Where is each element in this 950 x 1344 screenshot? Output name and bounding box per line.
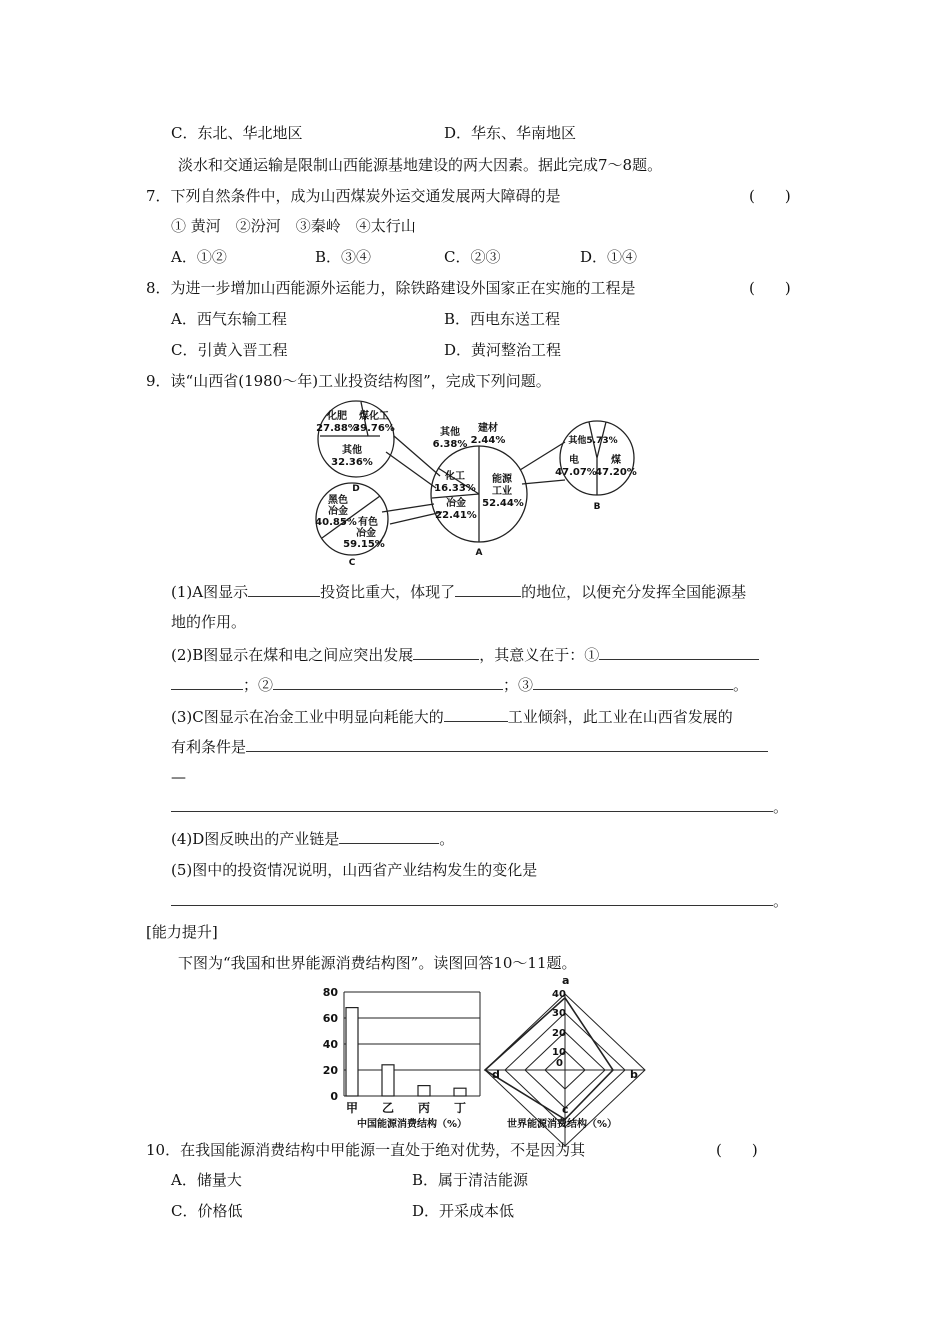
pie-b-label-other: 其他5.73% <box>568 436 618 446</box>
radar-ring-label-10: 10 <box>552 1047 566 1058</box>
option-7d: D．①④ <box>580 248 638 266</box>
pie-c-label-black2: 冶金 <box>328 506 348 517</box>
pie-a-divider <box>432 446 479 542</box>
answer-blank-9-2b[interactable] <box>599 645 759 660</box>
option-8b: B．西电东送工程 <box>444 310 561 328</box>
answer-blank-9-3a[interactable] <box>444 707 508 722</box>
pie-a-label-build1: 建材 <box>478 423 498 434</box>
intro-7-8: 淡水和交通运输是限制山西能源基地建设的两大因素。据此完成7～8题。 <box>178 156 663 174</box>
pie-d-label-coalchem1: 煤化工 <box>359 411 389 422</box>
q9-2-text-c: ；② <box>243 676 274 694</box>
pie-b-label-elec1: 电 <box>569 455 579 466</box>
connector-a-b <box>520 442 565 470</box>
connector-a-d <box>386 452 436 488</box>
answer-blank-9-1b[interactable] <box>455 582 521 597</box>
bar-ytick-20: 20 <box>322 1064 338 1077</box>
bar-ytick-40: 40 <box>322 1038 338 1051</box>
radar-axis-a: a <box>562 974 570 987</box>
q9-1-text-a: (1)A图显示 <box>171 583 249 601</box>
radar-ring-label-30: 30 <box>552 1008 566 1019</box>
pie-c-label-black1: 黑色 <box>328 495 348 506</box>
investment-structure-chart <box>310 400 650 568</box>
bar-1 <box>382 1065 394 1096</box>
radar-ring-label-20: 20 <box>552 1028 566 1039</box>
pie-a-label-chem2: 16.33% <box>434 483 476 494</box>
radar-ring-label-0: 0 <box>556 1058 563 1069</box>
pie-b-label-coal1: 煤 <box>611 455 621 466</box>
pie-a-label-energy2: 工业 <box>492 486 512 497</box>
pie-a-label-met1: 冶金 <box>446 498 466 509</box>
pie-c-label-black3: 40.85% <box>315 517 357 528</box>
section-heading: [能力提升] <box>146 923 218 941</box>
pie-c-title: C <box>348 558 356 568</box>
option-6c: C．东北、华北地区 <box>171 124 303 142</box>
pie-b-divider <box>589 422 606 495</box>
pie-b-title: B <box>593 502 601 512</box>
bar-ytick-60: 60 <box>322 1012 338 1025</box>
option-8c: C．引黄入晋工程 <box>171 341 288 359</box>
radar-axis-c: c <box>562 1103 569 1116</box>
pie-d-label-other2: 32.36% <box>331 457 373 468</box>
china-energy-bar-chart <box>310 970 500 1130</box>
q9-1-line1 <box>171 582 746 602</box>
connector-a-b2 <box>522 480 565 484</box>
pie-d-title: D <box>352 484 360 494</box>
radar-data-polygon <box>485 998 613 1120</box>
pie-d-label-other1: 其他 <box>342 445 362 456</box>
radar-chart-title: 世界能源消费结构（%） <box>506 1119 618 1130</box>
q9-2-text-b: ，其意义在于：① <box>479 646 600 664</box>
bar-chart-grid <box>344 992 480 1096</box>
pie-c-label-color2: 冶金 <box>356 528 376 539</box>
radar-axis-d: d <box>492 1068 500 1081</box>
pie-d-label-fert1: 化肥 <box>327 411 347 422</box>
bar-3 <box>454 1088 466 1096</box>
answer-blank-9-2a[interactable] <box>413 645 479 660</box>
connector-a-c <box>382 504 434 512</box>
bar-2 <box>418 1086 430 1096</box>
q9-4-period: 。 <box>439 830 455 848</box>
bar-xtick-bing: 丙 <box>417 1101 431 1115</box>
option-10d: D．开采成本低 <box>412 1202 515 1220</box>
option-8a: A．西气东输工程 <box>171 310 287 328</box>
q9-3-text-c: 有利条件是 <box>171 738 247 756</box>
q9-1-text-c: 的地位，以便充分发挥全国能源基 <box>521 583 747 601</box>
option-10b: B．属于清洁能源 <box>412 1171 529 1189</box>
q9-3-text-b: 工业倾斜，此工业在山西省发展的 <box>507 708 733 726</box>
q9-5-line2 <box>171 891 788 911</box>
answer-blank-9-2e[interactable] <box>533 675 733 690</box>
pie-a-label-energy3: 52.44% <box>482 498 524 509</box>
radar-axis-b: b <box>630 1068 638 1081</box>
pie-a-label-met2: 22.41% <box>435 510 477 521</box>
q9-4-text: (4)D图反映出的产业链是 <box>171 830 340 848</box>
q9-2-text-e: 。 <box>733 676 749 694</box>
q9-2-text-a: (2)B图显示在煤和电之间应突出发展 <box>171 646 414 664</box>
q9-5-period: 。 <box>773 892 789 910</box>
question-7-items: ① 黄河 ②汾河 ③秦岭 ④太行山 <box>171 217 416 235</box>
q9-3-text-a: (3)C图显示在冶金工业中明显向耗能大的 <box>171 708 444 726</box>
question-7: 7．下列自然条件中，成为山西煤炭外运交通发展两大障碍的是 <box>146 187 561 205</box>
question-10: 10．在我国能源消费结构中甲能源一直处于绝对优势，不是因为其 <box>146 1141 586 1159</box>
option-10a: A．储量大 <box>171 1171 242 1189</box>
answer-blank-9-2d[interactable] <box>273 675 503 690</box>
intro-10-11: 下图为“我国和世界能源消费结构图”。读图回答10～11题。 <box>178 954 577 972</box>
pie-d-label-coalchem2: 39.76% <box>353 423 395 434</box>
q9-1-text-b: 投资比重大，体现了 <box>320 583 456 601</box>
pie-b-label-coal2: 47.20% <box>595 467 637 478</box>
pie-a-label-other1: 其他 <box>440 427 460 438</box>
q9-5-line1: (5)图中的投资情况说明，山西省产业结构发生的变化是 <box>171 861 538 879</box>
option-7a: A．①② <box>171 248 227 266</box>
bar-xtick-yi: 乙 <box>381 1101 395 1115</box>
bar-xtick-ding: 丁 <box>453 1101 467 1115</box>
q9-1-line2: 地的作用。 <box>171 613 247 631</box>
option-10c: C．价格低 <box>171 1202 243 1220</box>
option-7b: B．③④ <box>315 248 372 266</box>
q9-2-text-d: ；③ <box>503 676 534 694</box>
q9-4-line <box>171 829 454 849</box>
answer-paren-10[interactable]: ( ) <box>716 1141 758 1159</box>
option-8d: D．黄河整治工程 <box>444 341 562 359</box>
pie-a-label-other2: 6.38% <box>432 439 468 450</box>
pie-a-label-build2: 2.44% <box>470 435 506 446</box>
q9-3-period: 。 <box>773 798 789 816</box>
answer-paren-8[interactable]: ( ) <box>749 279 791 297</box>
pie-a-title: A <box>475 548 483 558</box>
bar-ytick-0: 0 <box>330 1090 338 1103</box>
bar-chart-title: 中国能源消费结构（%） <box>356 1119 468 1130</box>
answer-blank-9-3b[interactable] <box>246 737 768 752</box>
option-6d: D．华东、华南地区 <box>444 124 577 142</box>
bar-0 <box>346 1008 358 1096</box>
radar-ring-label-40: 40 <box>552 989 566 1000</box>
q9-3-line2 <box>171 737 768 757</box>
answer-blank-9-2c[interactable] <box>171 675 243 690</box>
pie-a-label-chem1: 化工 <box>445 471 465 482</box>
answer-blank-9-4[interactable] <box>339 829 439 844</box>
q9-3-line1 <box>171 707 733 727</box>
question-9: 9．读“山西省(1980～年)工业投资结构图”，完成下列问题。 <box>146 372 551 390</box>
answer-blank-9-5[interactable] <box>171 891 773 906</box>
pie-c-label-color3: 59.15% <box>343 539 385 550</box>
q9-2-line2 <box>171 675 748 695</box>
bar-xtick-jia: 甲 <box>345 1101 359 1115</box>
answer-paren-7[interactable]: ( ) <box>749 187 791 205</box>
pie-c-label-color1: 有色 <box>358 517 378 528</box>
world-energy-radar-chart <box>490 970 640 1130</box>
question-8: 8．为进一步增加山西能源外运能力，除铁路建设外国家正在实施的工程是 <box>146 279 636 297</box>
bar-ytick-80: 80 <box>322 986 338 999</box>
answer-blank-9-1a[interactable] <box>248 582 320 597</box>
answer-blank-9-3c[interactable] <box>171 797 773 812</box>
pie-d-label-fert2: 27.88% <box>316 423 358 434</box>
q9-3-dash: — <box>171 768 186 786</box>
q9-3-line4 <box>171 797 788 817</box>
pie-b-label-elec2: 47.07% <box>555 467 597 478</box>
pie-a-label-energy1: 能源 <box>492 474 512 485</box>
q9-2-line1 <box>171 645 759 665</box>
option-7c: C．②③ <box>444 248 501 266</box>
